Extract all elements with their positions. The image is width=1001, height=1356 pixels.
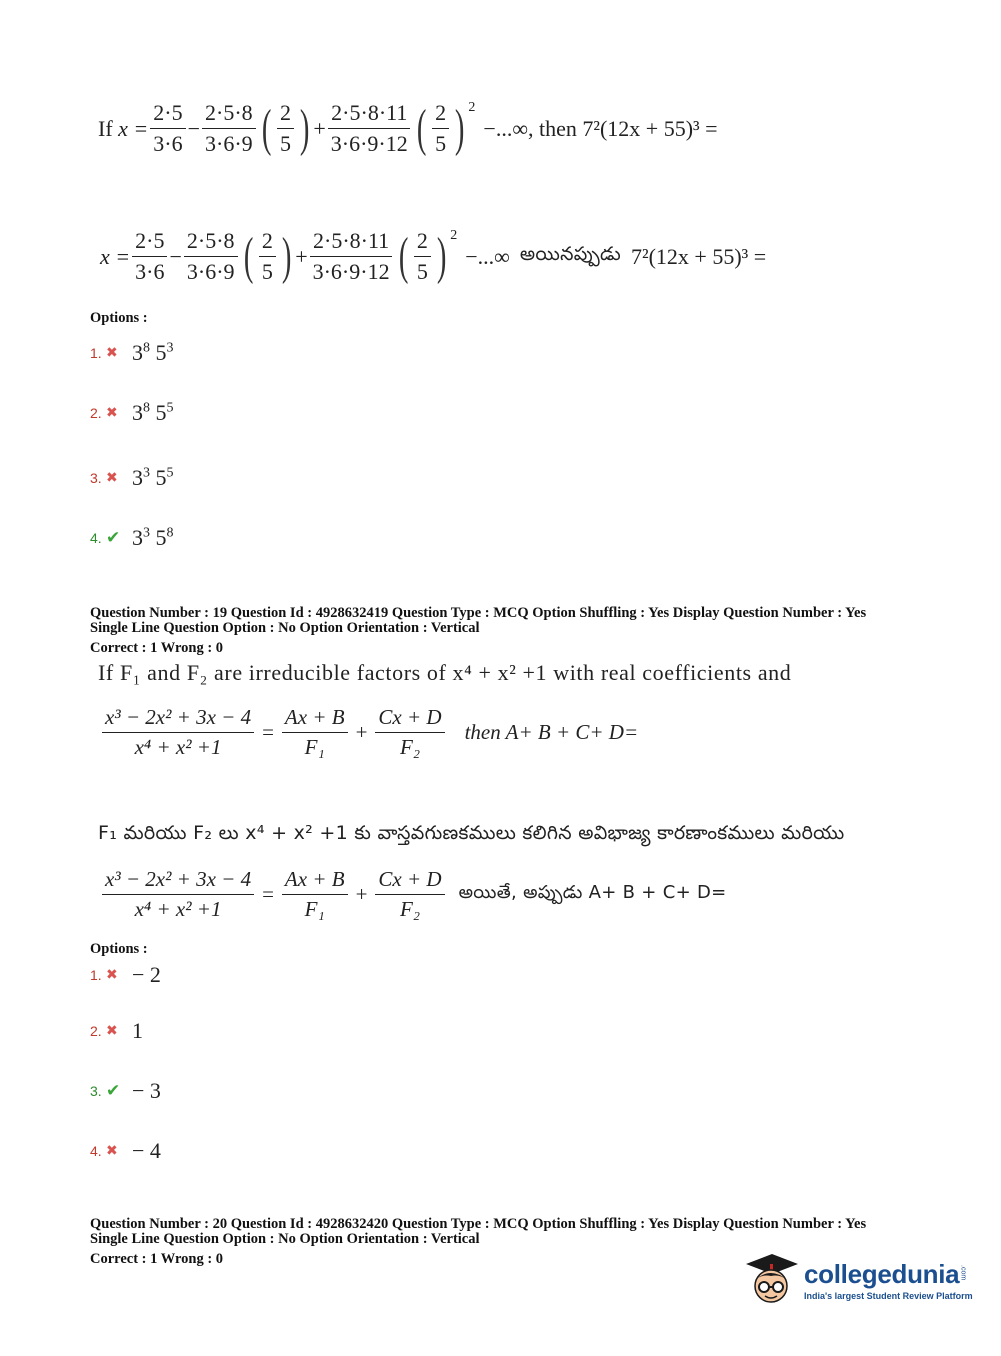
q18-english-equation: If x = $\frac{2\cdot 5}{3\cdot 6}$ − $\frac{2\cdot 5\cdot 8}{3\cdot 6\cdot 9}$ ( $\frac{2}{5}$ ) + $\frac{2\cdot 5\cdot 8\cdot 11}{3\cdot 6\cdot 9\cdot 12}$ ( $\frac{2}{5}$ ) $^2$ −...∞, then 7²(12x + 55)³ =: [98, 99, 718, 157]
q18-option-4: 4. ✔ $3^3$ $5^8$: [90, 525, 174, 550]
q19-telugu-line1: F₁ మరియు F₂ లు x⁴ + x² +1 కు వాస్తవగుణకములు కలిగిన అవిభాజ్య కారణాంకములు మరియు: [98, 822, 845, 844]
wrong-icon: ✖: [106, 470, 118, 486]
x-equals: x =: [100, 243, 131, 269]
q20-meta-line3: Correct : 1 Wrong : 0: [90, 1251, 224, 1267]
telugu-tail: అయితే, అప్పుడు A+ B + C+ D=: [458, 882, 727, 903]
check-icon: ✔: [106, 528, 121, 548]
check-icon: ✔: [106, 1081, 121, 1101]
lhs-fraction: $\frac{\text{x³ − 2x² + 3x − 4}}{\text{x⁴ + x² +1}}$: [102, 705, 254, 760]
logo-wordmark: collegedunia: [804, 1259, 960, 1289]
q18-option-3: 3. ✖ $3^3$ $5^5$: [90, 465, 174, 490]
option-value: − 3: [132, 1078, 161, 1103]
q19-meta-line3: Correct : 1 Wrong : 0: [90, 640, 224, 656]
f2-fraction: $\frac{Cx + D}{\text{F₂}}$: [375, 867, 444, 922]
q19-telugu-equation: $\frac{\text{x³ − 2x² + 3x − 4}}{\text{x⁴ + x² +1}}$ = $\frac{Ax + B}{\text{F₁}}$ + $\frac{Cx + D}{\text{F₂}}$ అయితే, అప్పుడు A+ B + C+ D=: [100, 867, 727, 922]
english-tail: then A+ B + C+ D=: [464, 720, 639, 744]
q18-option-2: 2. ✖ $3^8$ $5^5$: [90, 400, 174, 425]
logo-tagline: India's largest Student Review Platform: [804, 1291, 973, 1301]
options-label: Options :: [90, 941, 148, 957]
q19-option-1: 1. ✖ − 2: [90, 962, 161, 987]
wrong-icon: ✖: [106, 345, 118, 361]
q20-meta-line1: Question Number : 20 Question Id : 4928632420 Question Type : MCQ Option Shuffling : Yes Display Question Number : Yes: [90, 1216, 867, 1232]
paren-two-fifths-2: ( $\frac{2}{5}$ ) $^2$: [416, 99, 476, 157]
wrong-icon: ✖: [106, 967, 118, 983]
q19-option-3: 3. ✔ − 3: [90, 1078, 161, 1103]
paren-two-fifths-2: ( $\frac{2}{5}$ ) $^2$: [398, 227, 458, 285]
paren-two-fifths-1: ( $\frac{2}{5}$ ): [243, 227, 292, 285]
q19-english-equation: $\frac{\text{x³ − 2x² + 3x − 4}}{\text{x⁴ + x² +1}}$ = $\frac{Ax + B}{\text{F₁}}$ + $\frac{Cx + D}{\text{F₂}}$ then A+ B + C+ D=: [100, 705, 638, 760]
q19-option-2: 2. ✖ 1: [90, 1018, 143, 1043]
fraction-term-2: $\frac{2\cdot 5\cdot 8}{3\cdot 6\cdot 9}$: [184, 228, 238, 285]
q19-meta-line1: Question Number : 19 Question Id : 4928632419 Question Type : MCQ Option Shuffling : Yes Display Question Number : Yes: [90, 605, 867, 621]
wrong-icon: ✖: [106, 1023, 118, 1039]
q18-telugu-equation: x = $\frac{2\cdot 5}{3\cdot 6}$ − $\frac{2\cdot 5\cdot 8}{3\cdot 6\cdot 9}$ ( $\frac{2}{5}$ ) + $\frac{2\cdot 5\cdot 8\cdot 11}{3\cdot 6\cdot 9\cdot 12}$ ( $\frac{2}{5}$ ) $^2$ −...∞ అయినప్పుడు 7²(12x + 55)³ =: [100, 227, 767, 285]
english-tail: −...∞, then 7²(12x + 55)³ =: [483, 115, 718, 141]
q18-option-1: 1. ✖ $3^8$ $5^3$: [90, 340, 174, 365]
collegedunia-logo: collegedunia .com India's largest Student Review Platform: [742, 1250, 973, 1310]
f2-fraction: $\frac{Cx + D}{\text{F₂}}$: [375, 705, 444, 760]
wrong-icon: ✖: [106, 1143, 118, 1159]
fraction-term-3: $\frac{2\cdot 5\cdot 8\cdot 11}{3\cdot 6\cdot 9\cdot 12}$: [310, 228, 393, 285]
lhs-fraction: $\frac{\text{x³ − 2x² + 3x − 4}}{\text{x⁴ + x² +1}}$: [102, 867, 254, 922]
option-value: $3^8$ $5^3$: [132, 340, 174, 365]
fraction-term-2: $\frac{2\cdot 5\cdot 8}{3\cdot 6\cdot 9}$: [202, 100, 256, 157]
fraction-term-1: $\frac{2\cdot 5}{3\cdot 6}$: [150, 100, 185, 157]
option-value: $3^3$ $5^8$: [132, 525, 174, 550]
if-word: If: [98, 115, 113, 141]
f1-fraction: $\frac{Ax + B}{\text{F₁}}$: [282, 867, 348, 922]
x-equals: x =: [118, 115, 149, 141]
q19-option-4: 4. ✖ − 4: [90, 1138, 161, 1163]
options-label: Options :: [90, 310, 148, 326]
q20-meta-line2: Single Line Question Option : No Option Orientation : Vertical: [90, 1231, 480, 1247]
option-value: − 2: [132, 962, 161, 987]
option-value: $3^8$ $5^5$: [132, 400, 174, 425]
telugu-tail: −...∞: [465, 243, 510, 269]
fraction-term-3: $\frac{2\cdot 5\cdot 8\cdot 11}{3\cdot 6\cdot 9\cdot 12}$: [328, 100, 411, 157]
option-value: $3^3$ $5^5$: [132, 465, 174, 490]
fraction-term-1: $\frac{2\cdot 5}{3\cdot 6}$: [132, 228, 167, 285]
option-value: − 4: [132, 1138, 161, 1163]
telugu-expr: 7²(12x + 55)³ =: [630, 243, 767, 269]
q19-meta-line2: Single Line Question Option : No Option Orientation : Vertical: [90, 620, 480, 636]
f1-fraction: $\frac{Ax + B}{\text{F₁}}$: [282, 705, 348, 760]
q19-english-line1: If F₁ and F₂ are irreducible factors of x⁴ + x² +1 with real coefficients and: [98, 660, 792, 685]
mascot-icon: [742, 1250, 800, 1310]
option-value: 1: [132, 1018, 143, 1043]
telugu-word: అయినప్పుడు: [519, 243, 621, 265]
paren-two-fifths-1: ( $\frac{2}{5}$ ): [261, 99, 310, 157]
wrong-icon: ✖: [106, 405, 118, 421]
